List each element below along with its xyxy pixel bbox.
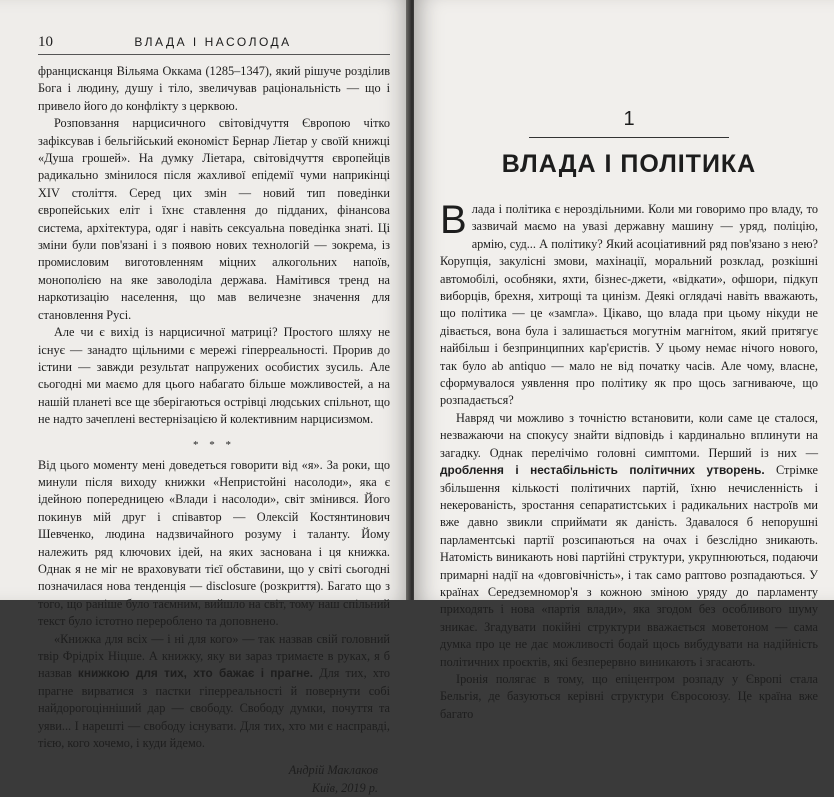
running-head-title: ВЛАДА І НАСОЛОДА bbox=[134, 35, 292, 49]
page-number: 10 bbox=[38, 34, 53, 50]
chapter-number: 1 bbox=[623, 108, 635, 130]
paragraph: Але чи є вихід із нарцисичної матриці? Простого шляху не існує — занадто щільними є мережі гіперреальності. Прорив до істини — завжди результат напружених особистих зусиль. Але сьогодні ми маємо для цього набагато більше можливостей, а на нашій планеті все ще зберігаються острівці людських спільнот, що не надто зачеплені вестернізацією й колективним нарцисизмом. bbox=[38, 325, 390, 427]
bold-phrase: книжкою для тих, хто бажає і прагне. bbox=[77, 666, 314, 681]
paragraph bbox=[38, 631, 390, 753]
text-run: лада і політика є нероздільними. Коли ми говоримо про владу, то зазвичай маємо на увазі державну машину — уряд, поліцію, армію, суд... А політику? Який асоціативний ряд пов'язано з нею? Корупція, закулісні змови, махінації, моральний розклад, розкішні автомобілі, особняки, яхти, бізнес-джети, «відкати», офшори, підкуп виборців, брехня, хитрощі та цинізм. Деякі оглядачі навіть вважають, що політика — це «замгла». Цікаво, що влада при цьому нікуди не дівається, вона була і залишається могутнім магнітом, який притягує найбільш і безпринципних кар'єристів. У цьому немає нічого нового, так було ab antiquo — мало не від початку часів. Але чому, власне, сформувалося уявлення про політику як про щось загниваюче, що розпадається? bbox=[440, 202, 818, 408]
section-separator: * * * bbox=[193, 438, 235, 451]
paragraph: францисканця Вільяма Оккама (1285–1347), який рішуче розділив Бога і людину, душу і тіло, звеличував раціональність — що і привело його до конфлікту з церквою. bbox=[38, 64, 390, 113]
bold-phrase: дроблення і нестабільність політичних утворень. bbox=[440, 463, 765, 478]
text-run: Для тих, хто прагне вирватися з пастки гіперреальності й повернути собі найдорогоцінніший дар — свободу. Свободу думки, почуття та уяви... І нарешті — свободу існувати. Для тих, хто ми є насправді, тією, кого хочемо, і куди йдемо. bbox=[38, 666, 390, 751]
text-run: Стрімке збільшення кількості політичних партій, їхню нечисленність і некерованість, зростання сепаратистських і радикальних настроїв ми вже давно звикли сприймати як даність. Здавалося б непорушні парламентські партії розсипаються на очах і безслідно зникають. Натомість виникають нові партійні структури, укрупнюються, подаючи примарні надії на «довговічність», і так само раптово розпадаються. У країнах Середземномор'я з кожною зміною уряду до парламенту приходять і нова «партія влади», яка згодом без особливого шуму зникає. Згадувати покійні структури вважається моветоном — сама думка про це не дає можливості бодай щось вибудувати на надійність політичних проєктів, які безперервно виникають і згасають. bbox=[440, 463, 818, 669]
chapter-rule bbox=[529, 137, 729, 138]
paragraph: Від цього моменту мені доведеться говорити від «я». За роки, що минули після виходу книжки «Непристойні насолоди», яка є ідейною попередницею «Влади і насолоди», світ змінився. Його покинув мій друг і співавтор — Олексій Костянтинович Шевченко, людина надзвичайного розуму і таланту. Йому належить ряд ключових ідей, на яких заснована і ця книжка. Однак я не міг не враховувати тієї обставини, що у світі сьогодні позначилася нова тенденція — disclosure (розкриття). Багато що з того, що раніше було таємним, вийшло на світ, тому наш спільний текст було істотно перероблено та доповнено. bbox=[38, 457, 390, 629]
paragraph bbox=[440, 410, 818, 671]
chapter-title: ВЛАДА І ПОЛІТИКА bbox=[501, 150, 757, 178]
left-page bbox=[0, 0, 410, 795]
paragraph bbox=[440, 198, 818, 410]
drop-cap: В bbox=[440, 198, 467, 242]
signature-place-date: Київ, 2019 р. bbox=[311, 780, 378, 795]
text-run: «Книжка для всіх — і ні для кого» — так назвав свій головний твір Фрідріх Ніцше. А книжку, яку ви зараз тримаєте в руках, я б назвав bbox=[38, 631, 390, 681]
paragraph: Розповзання нарцисичного світовідчуття Європою чітко зафіксував і бельгійський економіст Бернар Ліетар у своїй книжці «Душа грошей». На думку Ліетара, світовідчуття європейців радикально змінилося після жахливої епідемії чуми наприкінці XIV століття. Серед цих змін — новий тип поведінки європейських еліт і їхнє ставлення до підданих, фінансова система, архітектура, одяг і навіть сексуальна поведінка знаті. Ці зміни були пов'язані і з появою нових технологій — зокрема, із промисловим виготовленням міцних алкогольних напоїв, монополією на яке заволоділа держава. Намітився тренд на наркотизацію населення, що мав величезне значення для становлення Русі. bbox=[38, 116, 390, 322]
text-run: Навряд чи можливо з точністю встановити, коли саме це сталося, незважаючи на спокусу знайти відповідь і кардинально вплинути на загадку. Однак перелічімо головні симптоми. Перший із них — bbox=[440, 410, 818, 460]
author-signature: Андрій Маклаков bbox=[288, 763, 378, 778]
paragraph: Іронія полягає в тому, що епіцентром розпаду у Європі стала Бельгія, де базуються керівні структури Євросоюзу. Це країна вже багато bbox=[440, 671, 818, 721]
running-header bbox=[38, 34, 390, 55]
right-page bbox=[414, 0, 834, 721]
